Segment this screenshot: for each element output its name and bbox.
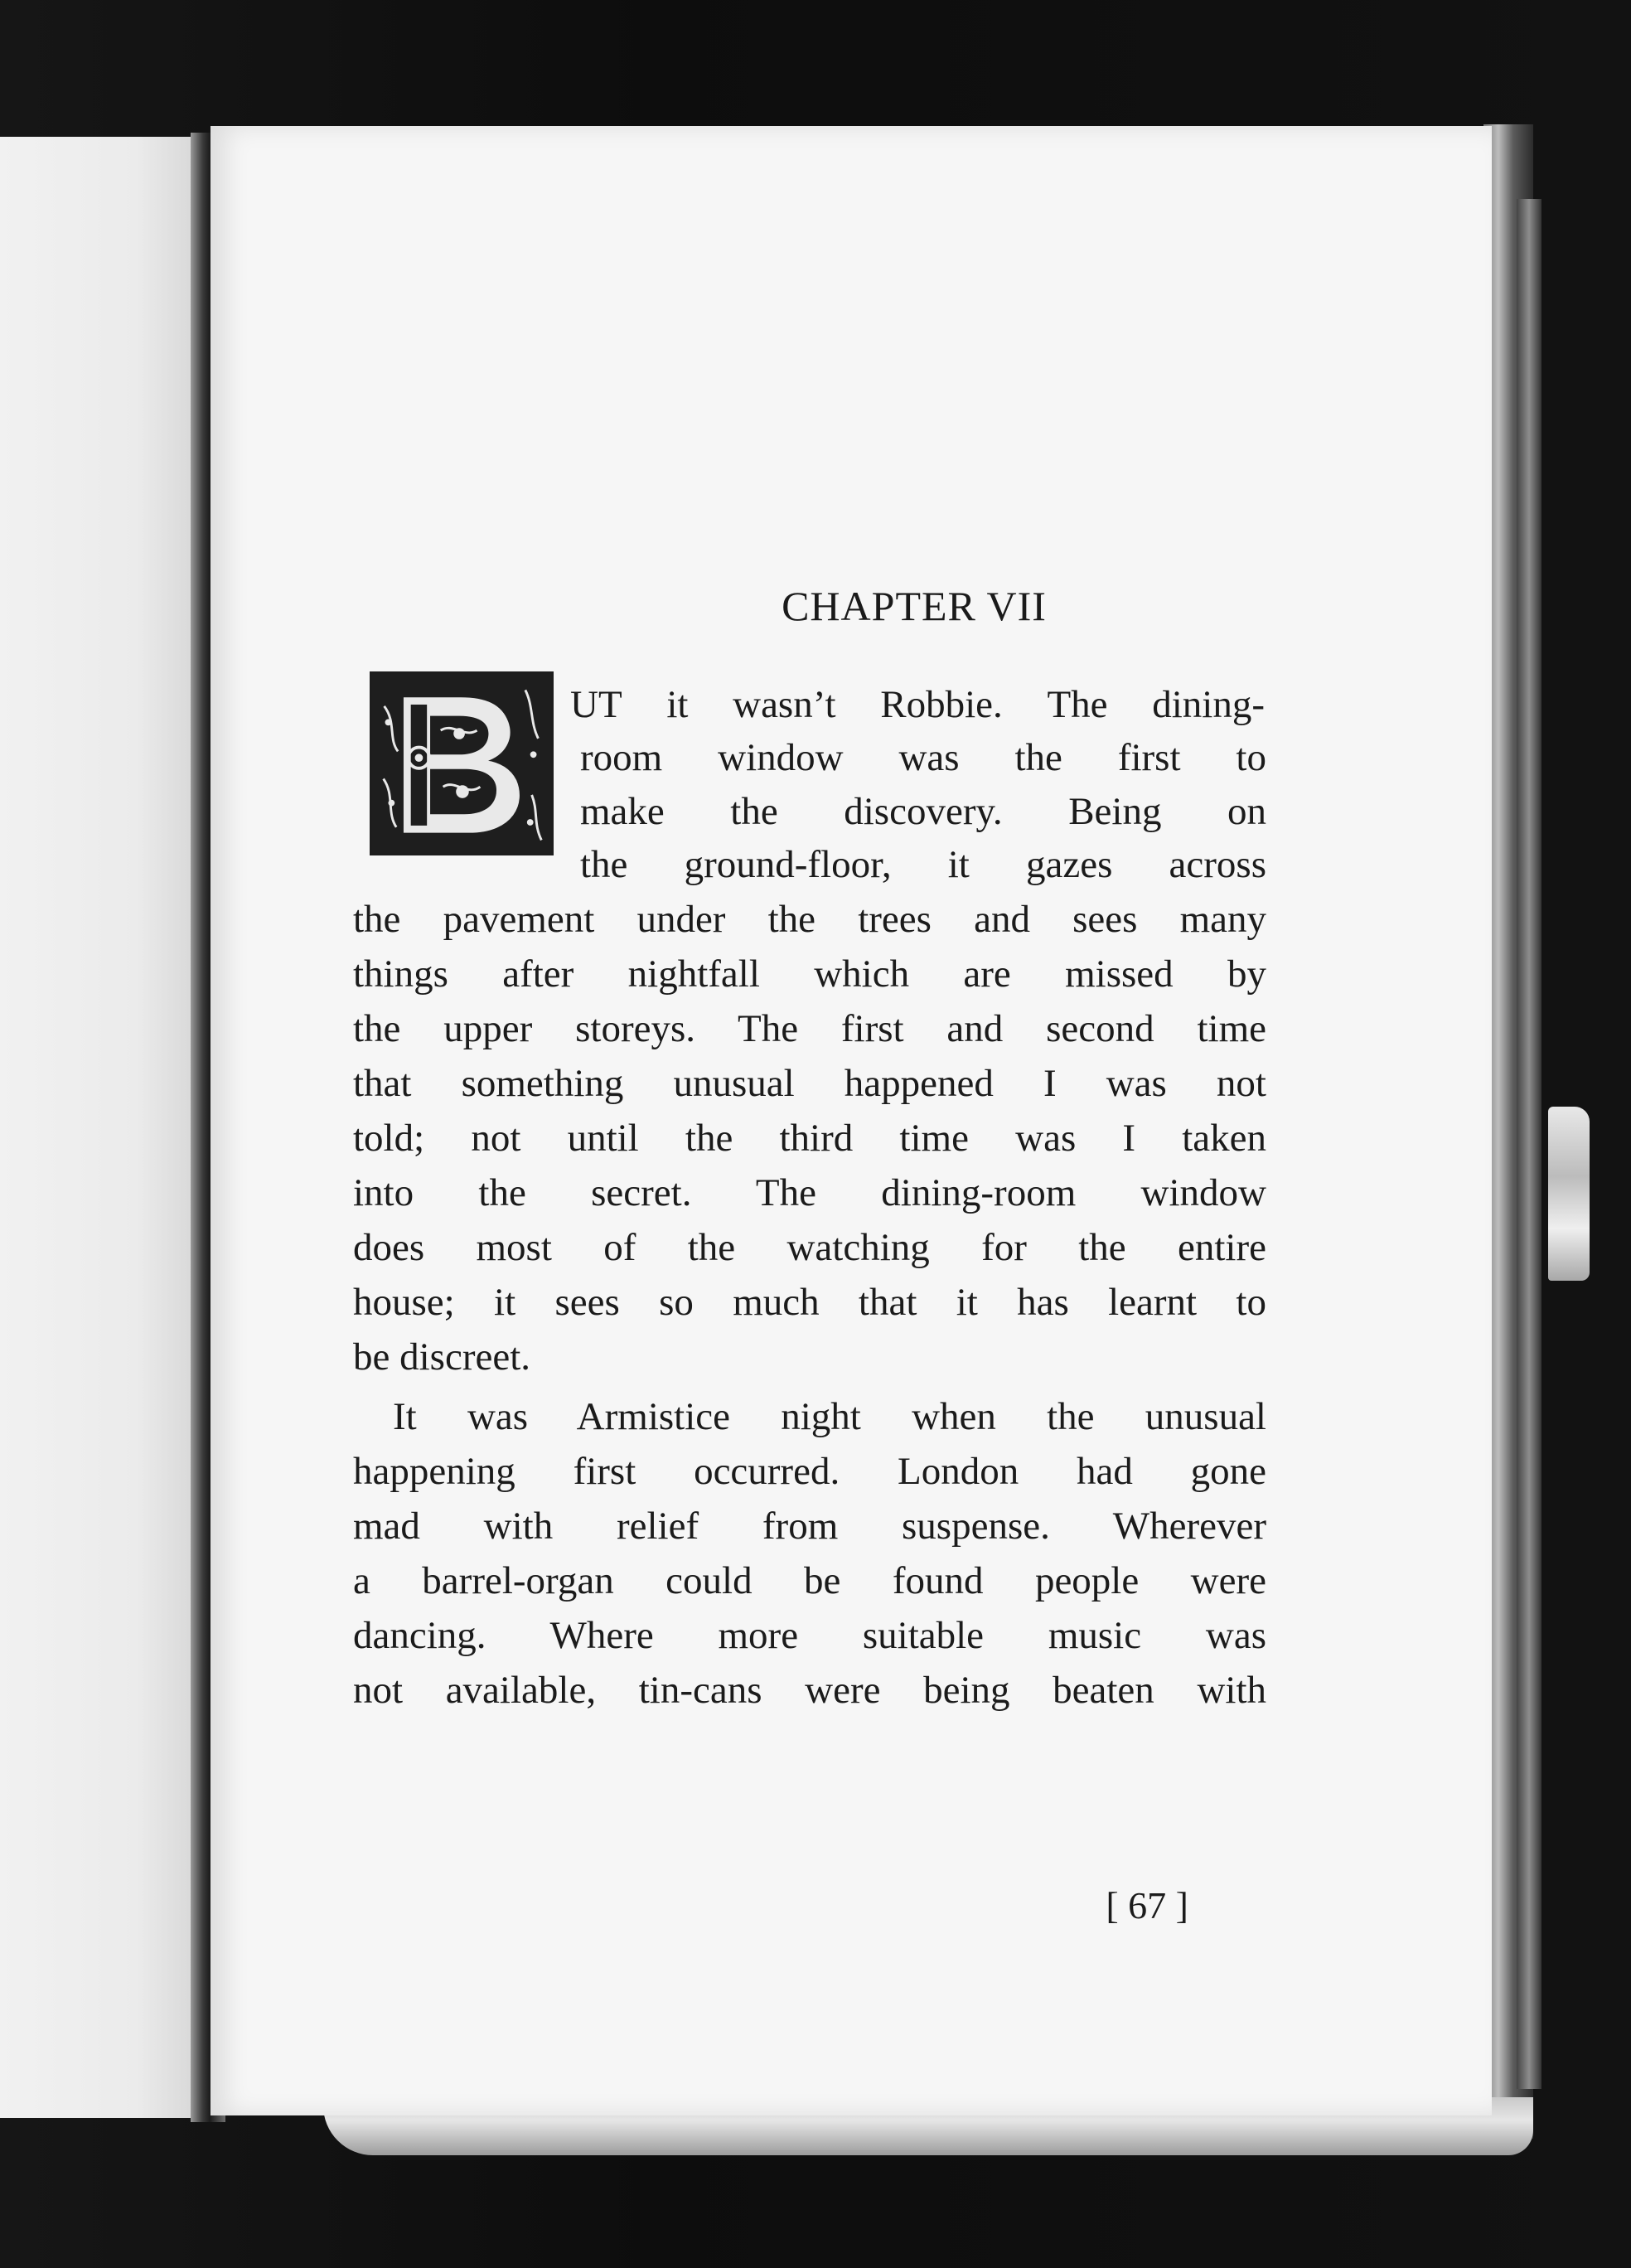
text-line: into the secret. The dining-room window (353, 1171, 1266, 1214)
chapter-heading: CHAPTER VII (782, 583, 1047, 629)
text-line: the pavement under the trees and sees many (353, 898, 1266, 941)
drop-cap-illustration (372, 674, 551, 853)
text-line: does most of the watching for the entire (353, 1226, 1266, 1269)
word: The (1047, 683, 1108, 726)
word: Robbie. (880, 683, 1003, 726)
text-line: happening first occurred. London had gone (353, 1450, 1266, 1493)
text-line: house; it sees so much that it has learnt to (353, 1281, 1266, 1324)
facing-page (0, 137, 196, 2118)
text-line: It was Armistice night when the unusual (393, 1395, 1266, 1438)
word: dining- (1152, 683, 1265, 726)
word: wasn’t (733, 683, 836, 726)
text-line: dancing. Where more suitable music was (353, 1614, 1266, 1657)
text-line: not available, tin-cans were being beaten with (353, 1669, 1266, 1712)
word: it (666, 683, 689, 726)
text-line: the ground-floor, it gazes across (580, 843, 1266, 886)
text-line: a barrel-organ could be found people were (353, 1559, 1266, 1602)
book-page (211, 126, 1492, 2115)
cover-binding (1517, 199, 1541, 2089)
text-line: that something unusual happened I was not (353, 1062, 1266, 1105)
text-line: make the discovery. Being on (580, 790, 1266, 833)
text-line (570, 683, 1265, 726)
ornamental-drop-cap-b (370, 671, 554, 855)
text-line: the upper storeys. The first and second time (353, 1007, 1266, 1050)
text-line: told; not until the third time was I taken (353, 1117, 1266, 1160)
text-line: things after nightfall which are missed by (353, 952, 1266, 996)
torn-paper-flap (1548, 1107, 1590, 1281)
text-line: be discreet. (353, 1335, 531, 1379)
page-number: [ 67 ] (1106, 1884, 1188, 1926)
word: UT (570, 683, 622, 726)
text-line: mad with relief from suspense. Wherever (353, 1505, 1266, 1548)
text-line: room window was the first to (580, 736, 1266, 779)
